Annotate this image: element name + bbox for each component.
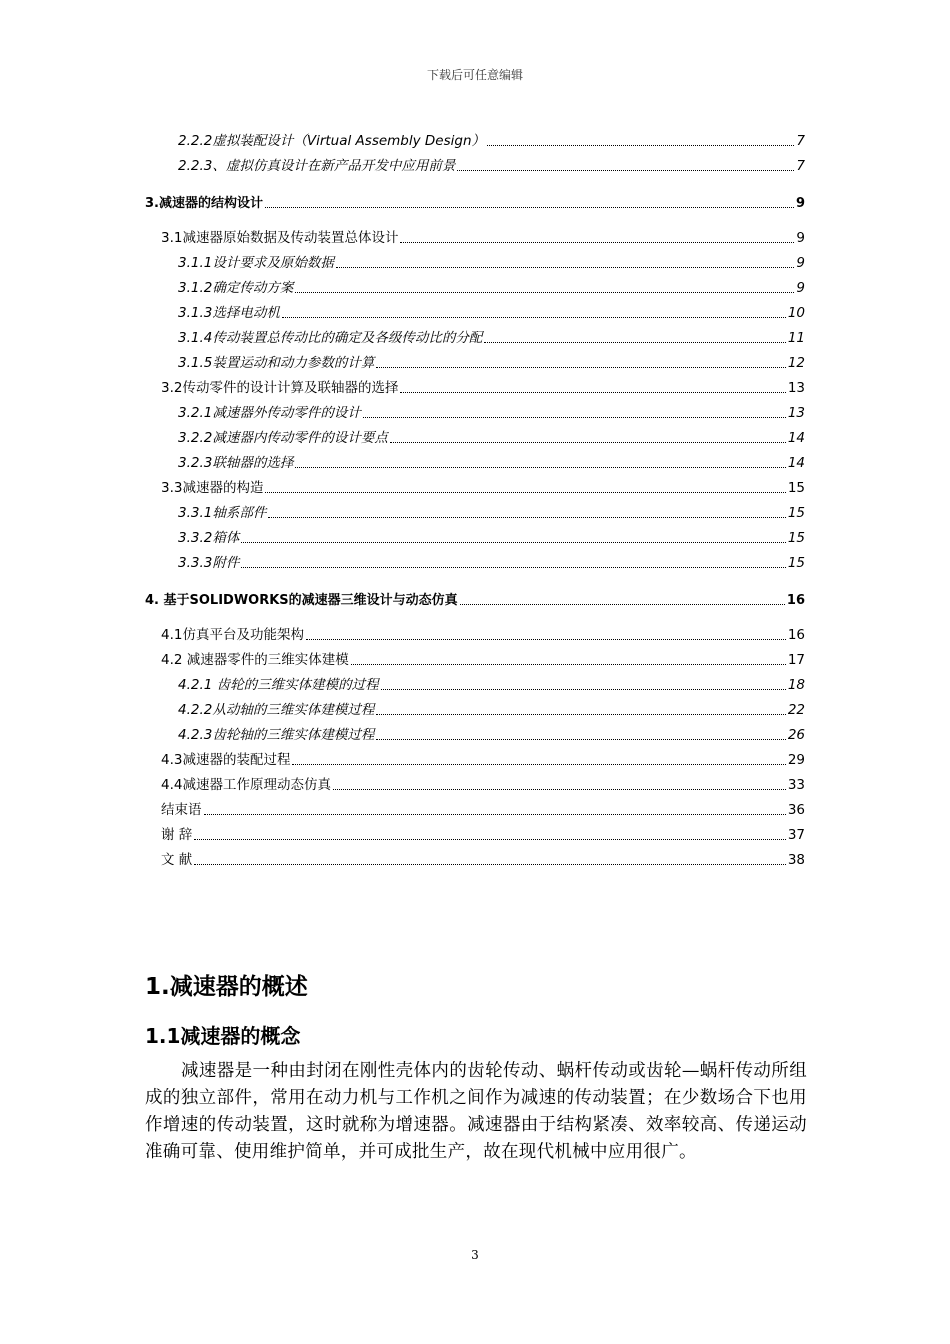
toc-entry-page: 7: [796, 158, 805, 174]
toc-entry[interactable]: [145, 297, 805, 322]
toc-entry-title: 3.2.2减速器内传动零件的设计要点: [178, 430, 388, 446]
toc-entry-title: 3.减速器的结构设计: [145, 196, 263, 211]
toc-entry[interactable]: [145, 644, 805, 669]
toc-dot-leader: [376, 366, 785, 368]
toc-dot-leader: [194, 863, 786, 865]
section-heading: 1.1减速器的概念: [145, 1024, 301, 1048]
toc-entry[interactable]: [145, 719, 805, 744]
toc-entry-title: 4.3减速器的装配过程: [161, 752, 291, 768]
toc-entry[interactable]: [145, 744, 805, 769]
toc-entry-title: 3.3.1轴系部件: [178, 505, 267, 521]
toc-entry-title: 3.2.3联轴器的选择: [178, 455, 294, 471]
toc-dot-leader: [460, 603, 785, 605]
toc-entry-title: 4.2 减速器零件的三维实体建模: [161, 652, 349, 668]
toc-entry-title: 4.1仿真平台及功能架构: [161, 627, 304, 643]
toc-entry-page: 12: [787, 355, 805, 371]
toc-entry-page: 26: [787, 727, 805, 743]
toc-entry[interactable]: [145, 844, 805, 869]
chapter-heading: 1.减速器的概述: [145, 974, 308, 1000]
toc-entry-page: 9: [795, 196, 805, 211]
toc-entry[interactable]: [145, 187, 805, 212]
toc-dot-leader: [241, 541, 785, 543]
toc-entry[interactable]: [145, 497, 805, 522]
toc-entry[interactable]: [145, 125, 805, 150]
toc-entry-title: 3.1减速器原始数据及传动装置总体设计: [161, 230, 399, 246]
toc-dot-leader: [484, 341, 785, 343]
toc-dot-leader: [333, 788, 786, 790]
toc-entry-title: 3.2.1减速器外传动零件的设计: [178, 405, 361, 421]
toc-dot-leader: [194, 838, 786, 840]
toc-entry-page: 9: [796, 255, 805, 271]
toc-entry-title: 3.1.1设计要求及原始数据: [178, 255, 334, 271]
toc-entry[interactable]: [145, 247, 805, 272]
toc-entry[interactable]: [145, 669, 805, 694]
toc-entry-title: 2.2.2虚拟装配设计（Virtual Assembly Design）: [178, 133, 486, 149]
toc-entry-title: 2.2.3、虚拟仿真设计在新产品开发中应用前景: [178, 158, 456, 174]
toc-dot-leader: [351, 663, 786, 665]
toc-dot-leader: [204, 813, 786, 815]
page-header: 下载后可任意编辑: [426, 68, 523, 82]
toc-entry[interactable]: [145, 522, 805, 547]
body-paragraph: 减速器是一种由封闭在刚性壳体内的齿轮传动、蜗杆传动或齿轮—蜗杆传动所组成的独立部件，常用在动力机与工作机之间作为减速的传动装置；在少数场合下也用作增速的传动装置，这时就称为增速器。减速器由于结构紧凑、效率较高、传递运动准确可靠、使用维护简单，并可成批生产，故在现代机械中应用很广。: [145, 1061, 807, 1162]
toc-dot-leader: [282, 316, 786, 318]
toc-dot-leader: [306, 638, 786, 640]
toc-entry[interactable]: [145, 584, 805, 609]
toc-entry-page: 18: [787, 677, 805, 693]
toc-entry-page: 33: [787, 777, 805, 793]
toc-entry-title: 3.1.2确定传动方案: [178, 280, 294, 296]
toc-entry-page: 15: [787, 480, 805, 496]
toc-dot-leader: [265, 491, 785, 493]
toc-entry-title: 3.3.2箱体: [178, 530, 240, 546]
toc-entry[interactable]: [145, 272, 805, 297]
toc-entry-page: 22: [787, 702, 805, 718]
toc-dot-leader: [376, 713, 785, 715]
toc-entry-page: 13: [787, 405, 805, 421]
toc-dot-leader: [400, 391, 785, 393]
toc-dot-leader: [381, 688, 786, 690]
toc-entry-title: 4.4减速器工作原理动态仿真: [161, 777, 331, 793]
toc-entry-page: 17: [787, 652, 805, 668]
toc-entry-page: 15: [787, 505, 805, 521]
toc-dot-leader: [487, 144, 794, 146]
toc-entry-title: 文 献: [161, 852, 193, 868]
toc-entry-page: 9: [796, 230, 805, 246]
toc-entry[interactable]: [145, 547, 805, 572]
toc-spacer: [145, 175, 805, 187]
toc-dot-leader: [457, 169, 794, 171]
toc-entry-page: 13: [787, 380, 805, 396]
toc-entry-title: 4.2.2从动轴的三维实体建模过程: [178, 702, 375, 718]
toc-entry[interactable]: [145, 397, 805, 422]
toc-entry-title: 3.2传动零件的设计计算及联轴器的选择: [161, 380, 399, 396]
toc-entry-page: 36: [787, 802, 805, 818]
toc-entry-title: 结束语: [161, 802, 202, 818]
toc-entry[interactable]: [145, 322, 805, 347]
toc-entry-page: 14: [787, 430, 805, 446]
toc-dot-leader: [268, 516, 785, 518]
toc-entry-page: 16: [787, 627, 805, 643]
toc-entry-page: 9: [796, 280, 805, 296]
toc-dot-leader: [363, 416, 786, 418]
toc-entry-title: 4. 基于SOLIDWORKS的减速器三维设计与动态仿真: [145, 593, 458, 608]
toc-spacer: [145, 609, 805, 619]
toc-entry-page: 15: [787, 555, 805, 571]
toc-dot-leader: [400, 241, 794, 243]
toc-entry-page: 10: [787, 305, 805, 321]
table-of-contents: [145, 125, 805, 869]
toc-entry-title: 3.3减速器的构造: [161, 480, 264, 496]
toc-entry-page: 16: [786, 593, 805, 608]
toc-entry[interactable]: [145, 769, 805, 794]
toc-entry[interactable]: [145, 819, 805, 844]
toc-entry[interactable]: [145, 150, 805, 175]
toc-entry-page: 7: [796, 133, 805, 149]
toc-entry-title: 3.1.4传动装置总传动比的确定及各级传动比的分配: [178, 330, 483, 346]
toc-entry[interactable]: [145, 794, 805, 819]
toc-entry-title: 3.1.3选择电动机: [178, 305, 280, 321]
toc-dot-leader: [295, 466, 785, 468]
toc-entry-title: 4.2.3齿轮轴的三维实体建模过程: [178, 727, 375, 743]
toc-entry-page: 11: [787, 330, 805, 346]
toc-entry-page: 14: [787, 455, 805, 471]
toc-entry-page: 29: [787, 752, 805, 768]
toc-entry-page: 37: [787, 827, 805, 843]
page-number: 3: [471, 1248, 479, 1262]
toc-entry[interactable]: [145, 472, 805, 497]
toc-dot-leader: [295, 291, 794, 293]
toc-dot-leader: [265, 206, 794, 208]
toc-entry[interactable]: [145, 447, 805, 472]
toc-dot-leader: [241, 566, 785, 568]
toc-entry-title: 谢 辞: [161, 827, 193, 843]
toc-entry[interactable]: [145, 619, 805, 644]
toc-entry[interactable]: [145, 422, 805, 447]
toc-entry[interactable]: [145, 347, 805, 372]
toc-entry[interactable]: [145, 222, 805, 247]
toc-spacer: [145, 572, 805, 584]
toc-entry[interactable]: [145, 694, 805, 719]
toc-dot-leader: [336, 266, 795, 268]
toc-entry[interactable]: [145, 372, 805, 397]
toc-entry-title: 3.3.3附件: [178, 555, 240, 571]
toc-entry-page: 15: [787, 530, 805, 546]
toc-entry-title: 3.1.5装置运动和动力参数的计算: [178, 355, 375, 371]
toc-spacer: [145, 212, 805, 222]
toc-dot-leader: [292, 763, 785, 765]
toc-dot-leader: [376, 738, 785, 740]
toc-dot-leader: [390, 441, 786, 443]
toc-entry-title: 4.2.1 齿轮的三维实体建模的过程: [178, 677, 379, 693]
toc-entry-page: 38: [787, 852, 805, 868]
